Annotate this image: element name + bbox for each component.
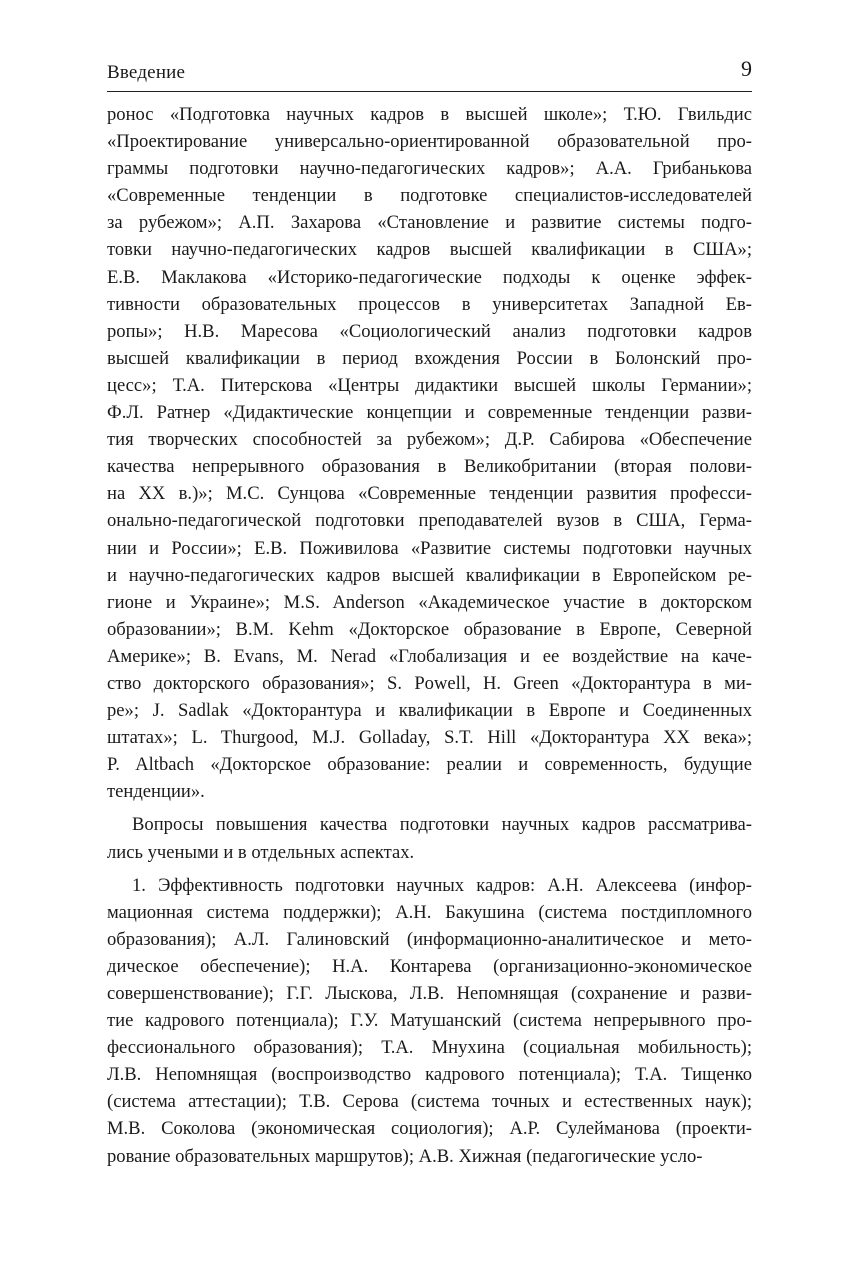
- text-line: Е.В. Маклакова «Историко-педагогические подходы к оценке эффек-: [107, 266, 752, 288]
- text-line: ропы»; Н.В. Маресова «Социологический анализ подготовки кадров: [107, 320, 752, 342]
- text-line: онально-педагогической подготовки преподавателей вузов в США, Герма-: [107, 510, 752, 532]
- text-line: лись учеными и в отдельных аспектах.: [107, 841, 415, 863]
- text-line: P. Altbach «Докторское образование: реалии и современность, будущие: [107, 754, 752, 776]
- text-line: образования); А.Л. Галиновский (информационно-аналитическое и мето-: [107, 928, 752, 950]
- text-line: Америке»; B. Evans, M. Nerad «Глобализация и ее воздействие на каче-: [107, 645, 752, 667]
- header-rule: [107, 91, 752, 92]
- text-line: Л.В. Непомнящая (воспроизводство кадрового потенциала); Т.А. Тищенко: [107, 1064, 752, 1086]
- text-line: штатах»; L. Thurgood, M.J. Golladay, S.T. Hill «Докторантура XX века»;: [107, 727, 752, 749]
- text-line: ронос «Подготовка научных кадров в высшей школе»; Т.Ю. Гвильдис: [107, 104, 752, 125]
- text-line: цесс»; Т.А. Питерскова «Центры дидактики высшей школы Германии»;: [107, 374, 752, 396]
- text-line: мационная система поддержки); А.Н. Бакушина (система постдипломного: [107, 901, 752, 923]
- text-line: Ф.Л. Ратнер «Дидактические концепции и современные тенденции разви-: [107, 402, 752, 424]
- text-line: «Проектирование универсально-ориентированной образовательной про-: [107, 131, 752, 153]
- text-line: (система аттестации); Т.В. Серова (система точных и естественных наук);: [107, 1091, 752, 1113]
- text-line: за рубежом»; А.П. Захарова «Становление и развитие системы подго-: [107, 212, 752, 234]
- text-line: ре»; J. Sadlak «Докторантура и квалификации в Европе и Соединенных: [107, 700, 752, 722]
- text-line: качества непрерывного образования в Великобритании (вторая полови-: [107, 456, 752, 478]
- text-line: высшей квалификации в период вхождения России в Болонский про-: [107, 347, 752, 369]
- text-line: рование образовательных маршрутов); А.В. Хижная (педагогические усло-: [107, 1145, 703, 1167]
- text-line: ство докторского образования»; S. Powell, H. Green «Докторантура в ми-: [107, 672, 752, 694]
- text-line: совершенствование); Г.Г. Лыскова, Л.В. Непомнящая (сохранение и разви-: [107, 983, 752, 1004]
- text-line: «Современные тенденции в подготовке специалистов-исследователей: [107, 185, 752, 207]
- text-line: граммы подготовки научно-педагогических кадров»; А.А. Грибанькова: [107, 158, 752, 180]
- running-title: Введение: [107, 62, 186, 83]
- text-line: 1. Эффективность подготовки научных кадров: А.Н. Алексеева (инфор-: [132, 874, 752, 896]
- text-line: тия творческих способностей за рубежом»; Д.Р. Сабирова «Обеспечение: [107, 429, 752, 451]
- text-line: М.В. Соколова (экономическая социология); А.Р. Сулейманова (проекти-: [107, 1118, 752, 1140]
- page-header: [107, 58, 752, 90]
- text-line: на XX в.)»; М.С. Сунцова «Современные тенденции развития професси-: [107, 483, 752, 505]
- text-line: тивности образовательных процессов в университетах Западной Ев-: [107, 293, 752, 315]
- text-line: тенденции».: [107, 781, 205, 803]
- text-line: дическое обеспечение); Н.А. Контарева (организационно-экономическое: [107, 955, 752, 977]
- text-line: образовании»; B.M. Kehm «Докторское образование в Европе, Северной: [107, 618, 752, 640]
- text-line: Вопросы повышения качества подготовки научных кадров рассматрива-: [132, 814, 752, 836]
- body-text: [107, 101, 752, 1170]
- text-line: тие кадрового потенциала); Г.У. Матушанский (система непрерывного про-: [107, 1010, 752, 1032]
- paragraph: [107, 101, 752, 805]
- paragraph: [107, 811, 752, 865]
- page-number: 9: [741, 56, 752, 81]
- text-line: гионе и Украине»; M.S. Anderson «Академическое участие в докторском: [107, 591, 752, 613]
- text-line: нии и России»; Е.В. Поживилова «Развитие системы подготовки научных: [107, 537, 752, 559]
- text-line: и научно-педагогических кадров высшей квалификации в Европейском ре-: [107, 564, 752, 586]
- text-line: товки научно-педагогических кадров высшей квалификации в США»;: [107, 239, 752, 261]
- text-line: фессионального образования); Т.А. Мнухина (социальная мобильность);: [107, 1037, 752, 1059]
- paragraph: [107, 872, 752, 1170]
